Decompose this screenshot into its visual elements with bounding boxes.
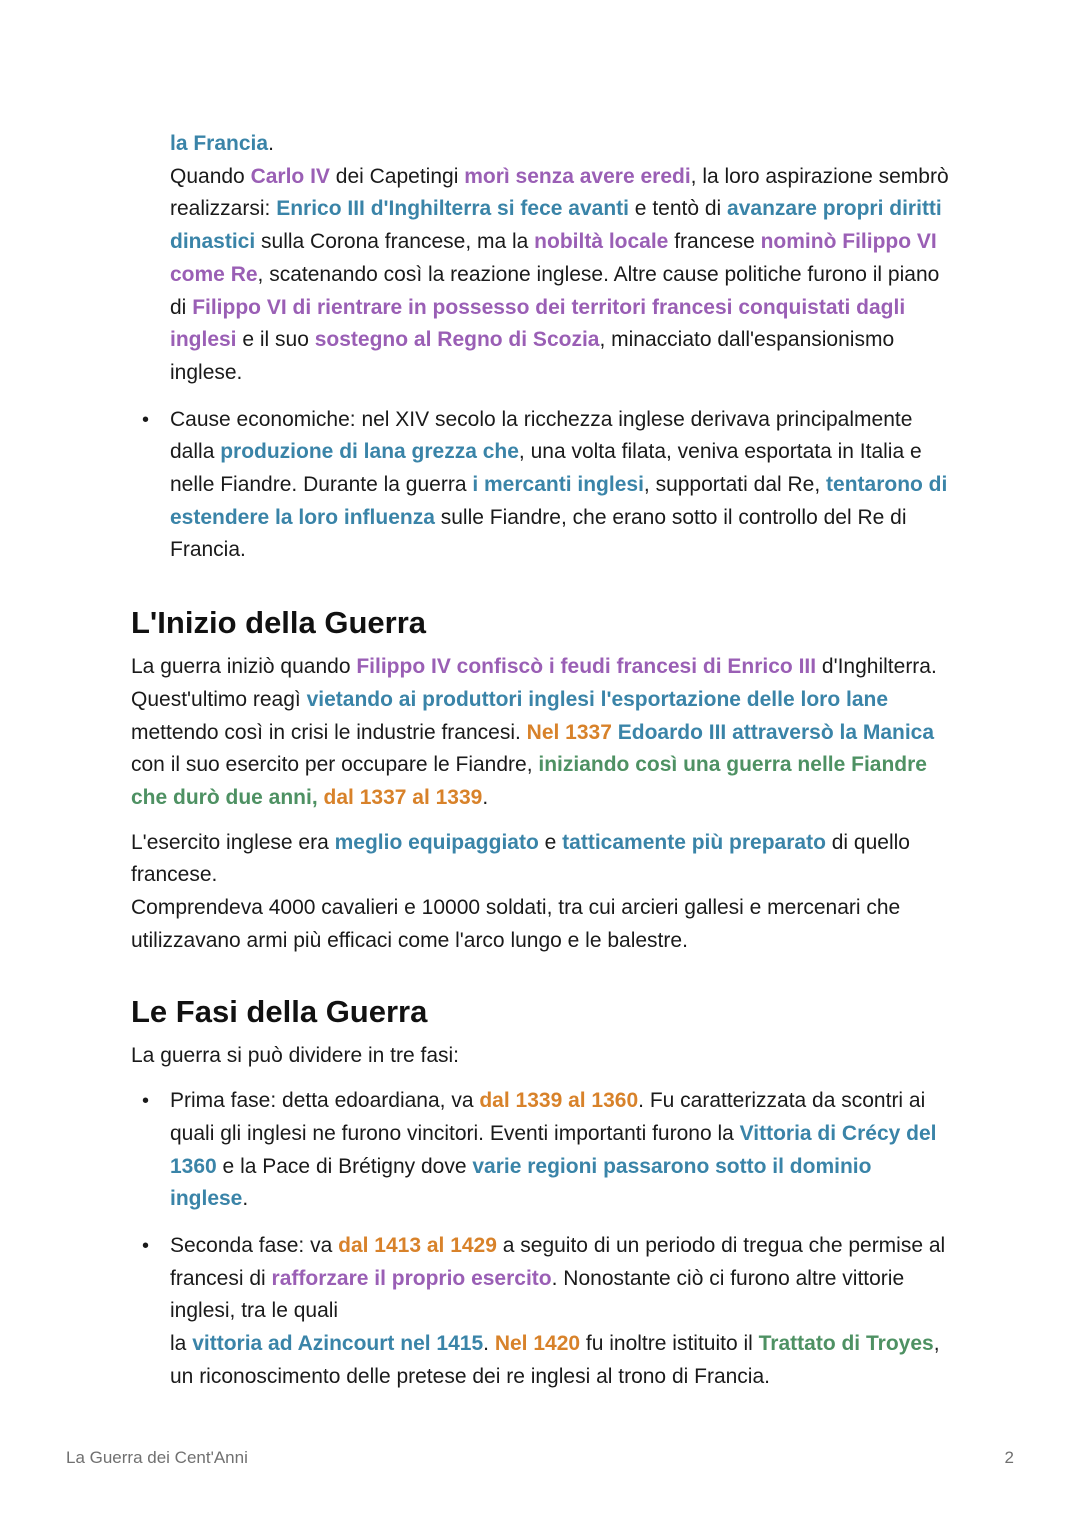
highlight: produzione di lana grezza che	[220, 440, 519, 464]
date-highlight: Nel 1420	[494, 1332, 581, 1356]
highlight: rafforzare il proprio esercito	[271, 1266, 552, 1290]
text: Prima fase: detta edoardiana, va	[170, 1089, 480, 1113]
highlight: Carlo IV	[250, 164, 330, 188]
text: con il suo esercito per occupare le Fiandre,	[131, 753, 539, 777]
text: L'esercito inglese era	[131, 830, 335, 854]
text: .	[268, 132, 274, 155]
highlight: Vittoria di Crécy del 1360	[170, 1121, 937, 1178]
text: , un riconoscimento delle pretese dei re inglesi al trono di Francia.	[170, 1332, 940, 1388]
footer-document-title: La Guerra dei Cent'Anni	[66, 1448, 248, 1467]
text: , una volta filata, veniva esportata in Italia e nelle Fiandre. Durante la guerra	[170, 440, 922, 497]
highlight: iniziando così una guerra nelle Fiandre che durò due anni,	[131, 753, 927, 809]
section-heading-phases: Le Fasi della Guerra	[131, 994, 428, 1030]
highlight: Filippo IV confiscò i feudi francesi di Enrico III	[356, 655, 817, 679]
section1-paragraph-1	[131, 651, 951, 815]
text: di quello francese.	[131, 830, 910, 887]
highlight: tentarono di estendere la loro influenza	[170, 473, 948, 529]
text: Comprendeva 4000 cavalieri e 10000 soldati, tra cui arcieri gallesi e mercenari che utilizzavano armi più efficaci come l'arco lungo e le balestre.	[131, 896, 901, 952]
text: , la loro aspirazione sembrò realizzarsi:	[170, 164, 949, 221]
highlight: tatticamente più preparato	[562, 830, 826, 854]
text: Seconda fase: va	[170, 1233, 339, 1257]
date-highlight: dal 1339 al 1360	[479, 1089, 639, 1113]
text: francese	[668, 230, 761, 254]
text: .	[483, 1332, 495, 1356]
text: Cause economiche: nel XIV secolo la ricchezza inglese derivava principalmente dalla	[170, 407, 913, 464]
text: a seguito di un periodo di tregua che permise al francesi di	[170, 1233, 946, 1290]
text: .	[482, 785, 489, 809]
date-highlight: dal 1337 al 1339	[323, 785, 483, 809]
section-heading-start: L'Inizio della Guerra	[131, 605, 427, 641]
highlight: vietando ai produttori inglesi l'esportazione delle loro lane	[306, 687, 889, 711]
text: d'Inghilterra. Quest'ultimo reagì	[131, 655, 937, 711]
list-item-phase-2	[131, 1230, 951, 1394]
text: e	[538, 830, 563, 854]
highlight: Enrico III d'Inghilterra si fece avanti	[276, 197, 629, 221]
text: .	[242, 1187, 249, 1211]
highlight: i mercanti inglesi	[472, 473, 644, 497]
list-item-economic-causes	[131, 404, 951, 568]
highlight: meglio equipaggiato	[334, 830, 539, 854]
highlight: Trattato di Troyes	[758, 1332, 934, 1356]
text: fu inoltre istituito il	[580, 1332, 759, 1356]
text: e il suo	[236, 328, 315, 352]
causes-list	[131, 404, 951, 568]
highlight: Edoardo III attraversò la Manica	[617, 720, 935, 744]
highlight: Filippo VI di rientrare in possesso dei territori francesi conquistati dagli inglesi	[170, 295, 906, 352]
highlight: avanzare propri diritti dinastici	[170, 197, 942, 254]
intro-paragraph	[131, 128, 951, 390]
section1-paragraph-2	[131, 827, 951, 958]
highlight: morì senza avere eredi	[464, 164, 691, 188]
text: e la Pace di Brétigny dove	[216, 1154, 473, 1178]
highlight: sostegno al Regno di Scozia	[314, 328, 600, 352]
highlight: vittoria ad Azincourt nel 1415	[192, 1332, 484, 1356]
highlight: varie regioni passarono sotto il dominio inglese	[170, 1154, 872, 1211]
page-content	[131, 128, 951, 1394]
text: , supportati dal Re,	[643, 473, 827, 497]
footer-page-number: 2	[1004, 1448, 1014, 1467]
text: mettendo così in crisi le industrie francesi.	[131, 720, 527, 744]
highlight: nominò Filippo VI come Re	[170, 230, 937, 286]
highlight: nobiltà locale	[534, 230, 669, 254]
text: . Nonostante ciò ci furono altre vittorie inglesi, tra le quali	[170, 1266, 905, 1323]
text: sulle Fiandre, che erano sotto il controllo del Re di Francia.	[170, 505, 907, 562]
text: la	[170, 1332, 193, 1356]
list-item-phase-1	[131, 1085, 951, 1216]
text: La guerra iniziò quando	[131, 655, 357, 679]
text: Quando	[170, 164, 251, 188]
phases-intro: La guerra si può dividere in tre fasi:	[131, 1044, 460, 1068]
text: sulla Corona francese, ma la	[255, 230, 535, 254]
date-highlight: dal 1413 al 1429	[338, 1233, 497, 1257]
phases-list	[131, 1085, 951, 1393]
text: , scatenando così la reazione inglese. Altre cause politiche furono il piano di	[170, 262, 940, 319]
text: e tentò di	[628, 197, 728, 221]
text: , minacciato dall'espansionismo inglese.	[170, 328, 895, 384]
highlight: la Francia	[170, 132, 269, 155]
text: . Fu caratterizzata da scontri ai quali gli inglesi ne furono vincitori. Eventi importanti furono la	[170, 1089, 926, 1145]
date-highlight: Nel 1337	[526, 720, 612, 744]
text: dei Capetingi	[329, 164, 465, 188]
